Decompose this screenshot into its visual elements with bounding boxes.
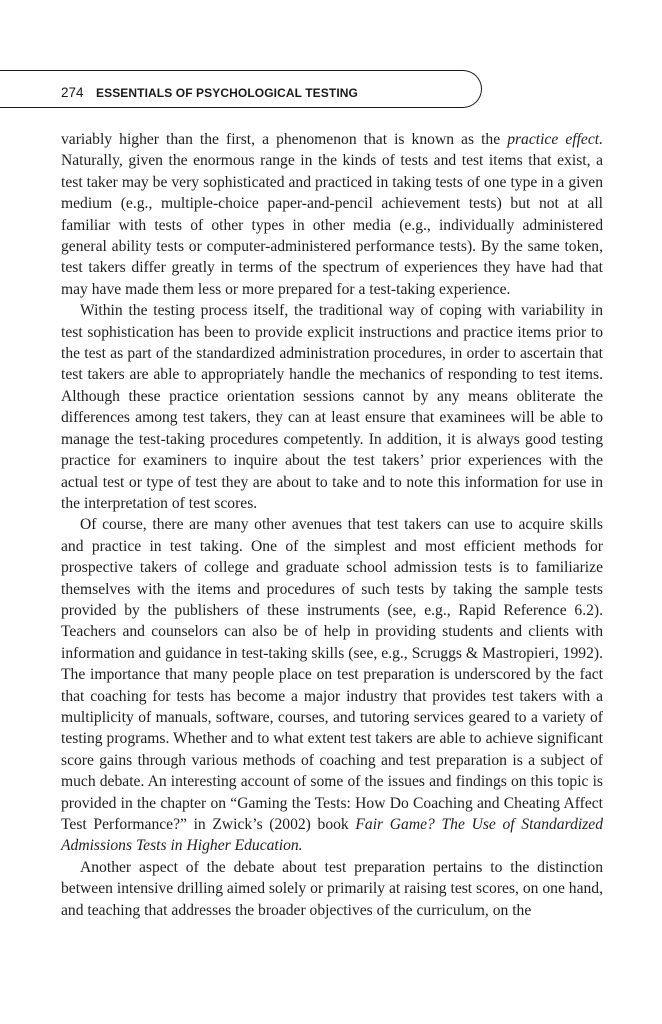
paragraph-2: Within the testing process itself, the traditional way of coping with variability in test sophistication has been to provide explicit instructions and practice items prior to the test as part of the standardized administration procedures, in order to ascertain that test takers are able to appropriately handle the mechanics of responding to test items. Although these practice orientation sessions cannot by any means obliterate the differences among test takers, they can at least ensure that examinees will be able to manage the test-taking procedures competently. In addition, it is always good testing practice for examiners to inquire about the test takers’ prior experiences with the actual test or type of test they are about to take and to note this information for use in the interpretation of test scores. xyxy=(61,302,603,512)
running-header xyxy=(61,84,358,102)
paragraph-1 xyxy=(61,129,603,300)
paragraph-3 xyxy=(61,514,603,857)
term-practice-effect: practice effect. xyxy=(507,131,603,148)
paragraph-1-text-a: variably higher than the first, a phenomenon that is known as the xyxy=(61,131,508,148)
running-head-title: ESSENTIALS OF PSYCHOLOGICAL TESTING xyxy=(95,86,358,100)
paragraph-3-text: Of course, there are many other avenues that test takers can use to acquire skills and practice in test taking. One of the simplest and most efficient methods for prospective takers of college and graduate school admission tests is to familiarize themselves with the items and procedures of such tests by taking the sample tests provided by the publishers of these instruments (see, e.g., Rapid Reference 6.2). Teachers and counselors can also be of help in providing students and clients with information and guidance in test-taking skills (see, e.g., Scruggs & Mastropieri, 1992). The importance that many people place on test preparation is underscored by the fact that coaching for tests has become a major industry that provides test takers with a multiplicity of manuals, software, courses, and tutoring services geared to a variety of testing programs. Whether and to what extent test takers are able to achieve significant score gains through various methods of coaching and test preparation is a subject of much debate. An interesting account of some of the issues and findings on this topic is provided in the chapter on “Gaming the Tests: How Do Coaching and Cheating Affect Test Performance?” in Zwick’s (2002) book xyxy=(61,516,603,833)
book-title: Fair Game? The Use of Standardized Admissions Tests in Higher Education. xyxy=(61,816,604,855)
page-number: 274 xyxy=(61,85,84,100)
body-text xyxy=(61,129,603,921)
paragraph-1-text-b: Naturally, given the enormous range in the kinds of tests and test items that exist, a test taker may be very sophisticated and practiced in taking tests of one type in a given medium (e.g., multiple-choice paper-and-pencil achievement tests) but not at all familiar with tests of other types in other media (e.g., individually administered general ability tests or computer-administered performance tests). By the same token, test takers differ greatly in terms of the spectrum of experiences they have had that may have made them less or more prepared for a test-taking experience. xyxy=(61,152,603,298)
paragraph-4: Another aspect of the debate about test preparation pertains to the distinction between intensive drilling aimed solely or primarily at raising test scores, on one hand, and teaching that addresses the broader objectives of the curriculum, on the xyxy=(61,858,603,919)
